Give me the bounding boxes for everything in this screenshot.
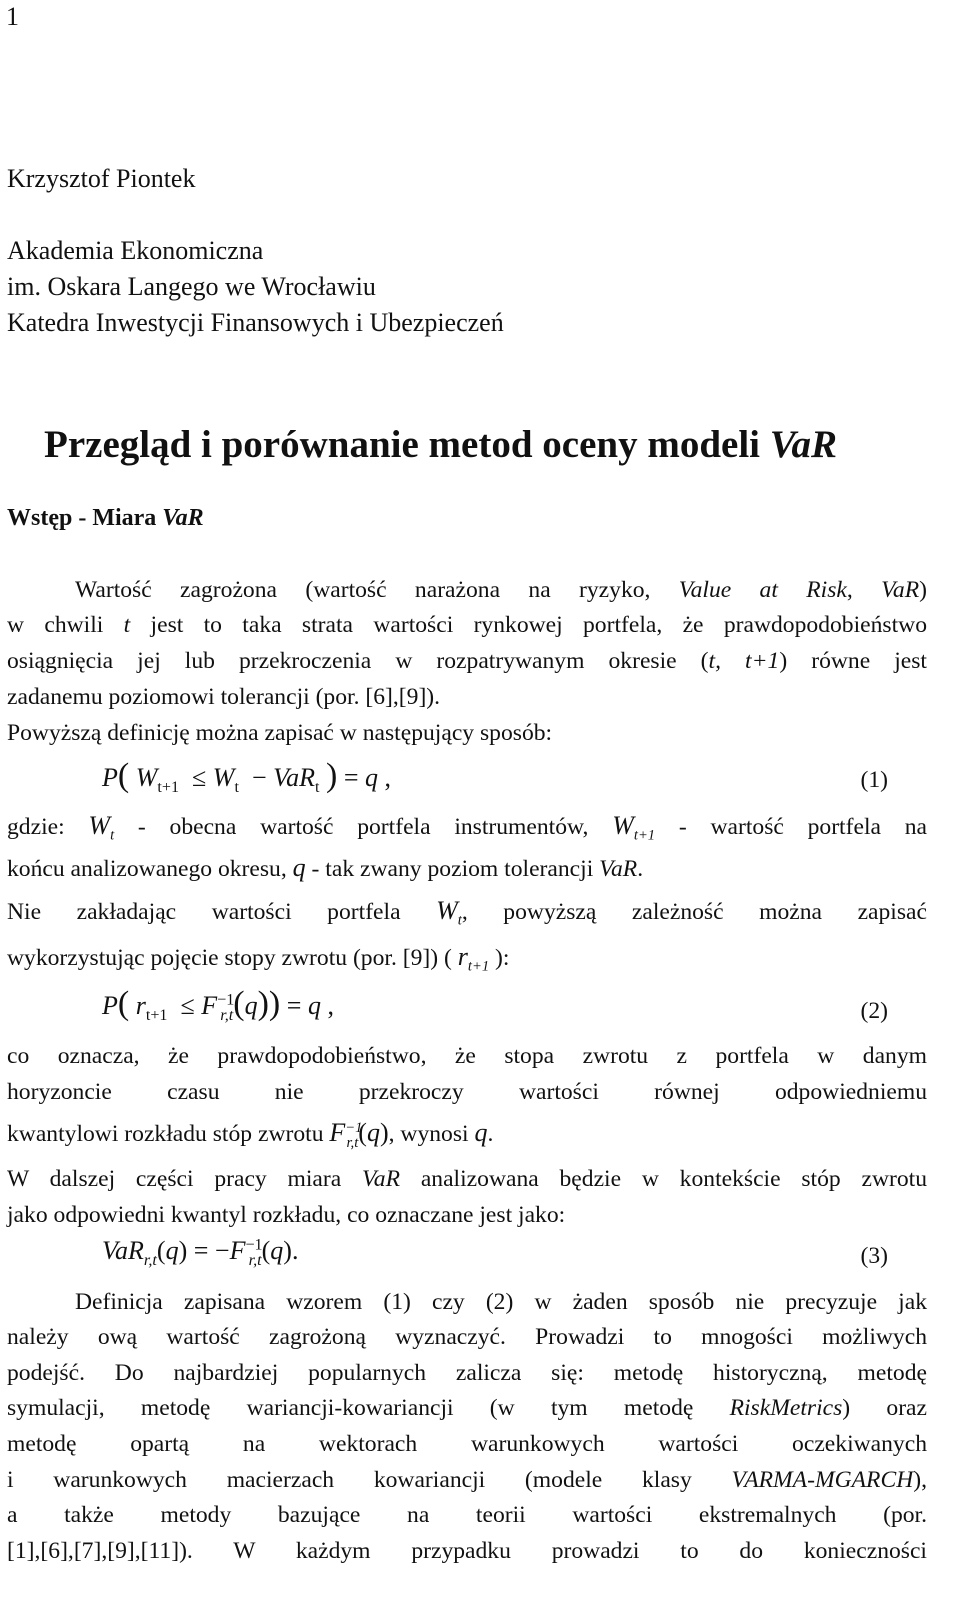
paragraph-meaning-line-2: horyzoncie czasu nie przekroczy wartości równej odpowiedniemu — [7, 1079, 927, 1105]
page-number: 1 — [6, 2, 19, 31]
equation-3: $VaR_{r,t}(q) = -F^{-1}_{r,t}(q)$. — [102, 1236, 299, 1270]
paragraph-methods-line-8: [1],[6],[7],[9],[11]). W każdym przypadku prowadzi to do konieczności — [7, 1538, 927, 1564]
paragraph-intro-eq1: Powyższą definicję można zapisać w następujący sposób: — [7, 720, 553, 746]
paragraph-methods-line-5: metodę opartą na wektorach warunkowych wartości oczekiwanych — [7, 1431, 927, 1457]
equation-1: P( $W_{t+1} \le W_t - VaR_t$ ) = q , — [102, 757, 391, 797]
paragraph-definition-line-4: zadanemu poziomowi tolerancji (por. [6],[9]). — [7, 684, 441, 710]
paper-title: Przegląd i porównanie metod oceny modeli VaR — [44, 423, 837, 466]
paragraph-methods-line-4: symulacji, metodę wariancji-kowariancji (w tym metodę RiskMetrics) oraz — [7, 1395, 927, 1421]
paragraph-where-line-1: gdzie: $W_t$ - obecna wartość portfela instrumentów, $W_{t+1}$ - wartość portfela na — [7, 811, 927, 844]
paragraph-methods-line-7: a także metody bazujące na teorii wartości ekstremalnych (por. — [7, 1502, 927, 1528]
paragraph-meaning-line-1: co oznacza, że prawdopodobieństwo, że stopa zwrotu z portfela w danym — [7, 1043, 927, 1069]
paragraph-meaning-line-3: kwantylowi rozkładu stóp zwrotu $F^{-1}_{r,t}(q)$, wynosi q. — [7, 1118, 494, 1151]
paragraph-further-line-2: jako odpowiedni kwantyl rozkładu, co oznaczane jest jako: — [7, 1202, 566, 1228]
paragraph-methods-line-6: i warunkowych macierzach kowariancji (modele klasy VARMA-MGARCH), — [7, 1467, 927, 1493]
equation-3-number: (3) — [860, 1243, 888, 1269]
equation-2-number: (2) — [860, 998, 888, 1024]
affiliation-line-2: im. Oskara Langego we Wrocławiu — [7, 272, 376, 301]
affiliation-line-1: Akademia Ekonomiczna — [7, 236, 264, 265]
paragraph-methods-line-1: Definicja zapisana wzorem (1) czy (2) w żaden sposób nie precyzuje jak — [75, 1289, 927, 1315]
paragraph-returns-line-2: wykorzystując pojęcie stopy zwrotu (por. [9]) ( $r_{t+1}$ ): — [7, 942, 510, 975]
paragraph-definition-line-3: osiągnięcia jej lub przekroczenia w rozpatrywanym okresie (t, t+1) równe jest — [7, 648, 927, 674]
paragraph-further-line-1: W dalszej części pracy miara VaR analizowana będzie w kontekście stóp zwrotu — [7, 1166, 927, 1192]
affiliation-line-3: Katedra Inwestycji Finansowych i Ubezpieczeń — [7, 308, 504, 337]
paragraph-methods-line-3: podejść. Do najbardziej popularnych zalicza się: metodę historyczną, metodę — [7, 1360, 927, 1386]
paragraph-where-line-2: końcu analizowanego okresu, q - tak zwany poziom tolerancji VaR. — [7, 853, 644, 882]
equation-2: P( $r_{t+1} \le F^{-1}_{r,t}(q)) = q$ , — [102, 985, 334, 1025]
paragraph-definition-line-2: w chwili t jest to taka strata wartości rynkowej portfela, że prawdopodobieństwo — [7, 612, 927, 638]
section-heading: Wstęp - Miara VaR — [7, 505, 204, 531]
paragraph-methods-line-2: należy ową wartość zagrożoną wyznaczyć. Prowadzi to mnogości możliwych — [7, 1324, 927, 1350]
paragraph-returns-line-1: Nie zakładając wartości portfela $W_t$, powyższą zależność można zapisać — [7, 896, 927, 929]
paragraph-definition-line-1: Wartość zagrożona (wartość narażona na ryzyko, Value at Risk, VaR) — [75, 577, 928, 603]
equation-1-number: (1) — [860, 767, 888, 793]
author-name: Krzysztof Piontek — [7, 164, 196, 193]
